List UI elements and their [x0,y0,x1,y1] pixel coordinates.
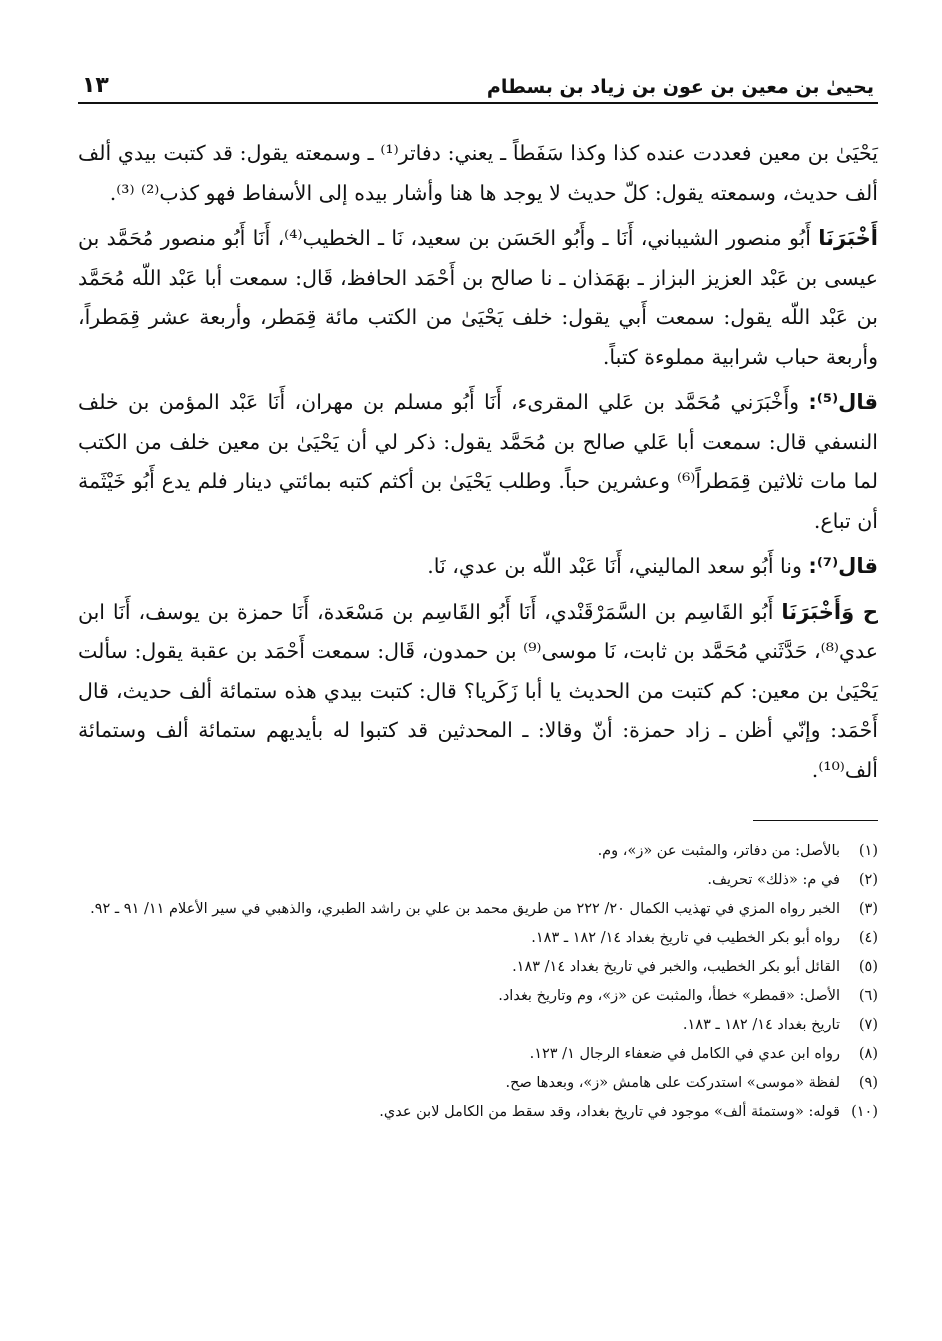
footnote-number: (٥) [858,959,878,975]
footnote-number: (٧) [858,1017,878,1033]
footnote [78,837,878,866]
footnote-text: الأصل: «قمطر» خطأ، والمثبت عن «ز»، وم وتاريخ بغداد. [498,988,840,1004]
footnote [78,1069,878,1098]
footnote-number: (٨) [858,1046,878,1062]
paragraph-text: أَبُو القَاسِم بن السَّمَرْقَنْدي، أَنَا أَبُو القَاسِم بن مَسْعَدة، أَنَا حمزة بن يوسف، أَنَا ابن عدي⁽⁸⁾، حَدَّثَني مُحَمَّد بن ثابت، نَا موسى⁽⁹⁾ بن حمدون، قَال: سمعت أَحْمَد بن عقبة يقول: سألت يَحْيَىٰ بن معين: كم كتبت من الحديث يا أبا زَكَريا؟ قال: كتبت بيدي هذه ستمائة ألف حديث، قال أَحْمَد: وإنّي أظن ـ زاد حمزة: أنّ وقالا: ـ المحدثين قد كتبوا له بأيديهم ستمائة ألف وستمائة ألف⁽¹⁰⁾. [78,599,878,782]
book-page [78,70,878,1320]
footnote [78,895,878,924]
running-header [78,70,878,104]
paragraph-lead: أَخْبَرَنَا [818,226,878,250]
footnote [78,866,878,895]
paragraph-lead: قال⁽⁷⁾: [808,554,878,578]
footnote-number: (٤) [858,930,878,946]
footnote [78,1098,878,1127]
paragraph-text: ونا أَبُو سعد الماليني، أَنَا عَبْد اللّه بن عدي، نَا. [427,554,802,578]
footnote-text: بالأصل: من دفاتر، والمثبت عن «ز»، وم. [597,843,840,859]
footnote-text: رواه أبو بكر الخطيب في تاريخ بغداد ١٤/ ١٨٢ ـ ١٨٣. [531,930,840,946]
footnote-number: (١) [858,843,878,859]
footnote-text: رواه ابن عدي في الكامل في ضعفاء الرجال ١/ ١٢٣. [529,1046,840,1062]
paragraph-4 [78,547,878,587]
paragraph-lead: ح وَأَخْبَرَنَا [781,599,878,624]
paragraph-3 [78,383,878,541]
paragraph-text: أَبُو منصور الشيباني، أَنَا ـ وأَبُو الحَسَن بن سعيد، نَا ـ الخطيب⁽⁴⁾، أَنَا أَبُو منصور مُحَمَّد بن عيسى بن عَبْد العزيز البزاز ـ بهَمَذان ـ نا صالح بن أَحْمَد الحافظ، قَال: سمعت أبا عَبْد اللّه مُحَمَّد بن عَبْد اللّه يقول: سمعت أَبي يقول: خلف يَحْيَىٰ من الكتب مائة قِمَطر، وأربعة عشر قِمَطراً، وأربعة حباب شرابية مملوءة كتباً. [78,226,878,369]
paragraph-text: وأَخْبَرَني مُحَمَّد بن عَلي المقرىء، أَنَا أَبُو مسلم بن مهران، أَنَا عَبْد المؤمن بن خلف النسفي قال: سمعت أبا عَلي صالح بن مُحَمَّد يقول: ذكر لي أن يَحْيَىٰ بن معين خلف من الكتب لما مات ثلاثين قِمَطراً⁽⁶⁾ وعشرين حباً. وطلب يَحْيَىٰ بن أكثم كتبه بمائتي دينار فلم يدع أَبُو خَيْثَمة أن تباع. [78,390,878,533]
header-title: يحيىٰ بن معين بن عون بن زياد بن بسطام [486,76,874,98]
page-number: ١٣ [82,73,109,98]
paragraph-lead: قال⁽⁵⁾: [808,390,878,414]
footnote-text: الخبر رواه المزي في تهذيب الكمال ٢٠/ ٢٢٢ من طريق محمد بن علي بن راشد الطبري، والذهبي في سير الأعلام ١١/ ٩١ ـ ٩٢. [90,901,840,917]
footnote-text: تاريخ بغداد ١٤/ ١٨٢ ـ ١٨٣. [682,1017,840,1033]
footnote-text: قوله: «وستمئة ألف» موجود في تاريخ بغداد، وقد سقط من الكامل لابن عدي. [379,1104,840,1120]
footnote-number: (٢) [858,872,878,888]
footnote [78,1040,878,1069]
footnote-number: (٣) [858,901,878,917]
footnote [78,953,878,982]
paragraph-text: يَحْيَىٰ بن معين فعددت عنده كذا وكذا سَفَطاً ـ يعني: دفاتر⁽¹⁾ ـ وسمعته يقول: قد كتبت بيدي ألف ألف حديث، وسمعته يقول: كلّ حديث لا يوجد ها هنا وأشار بيده إلى الأسفاط فهو كذب⁽²⁾ ⁽³⁾. [78,141,878,205]
paragraph-2 [78,219,878,377]
footnote [78,924,878,953]
paragraph-5 [78,593,878,791]
footnote [78,982,878,1011]
footnote-divider [753,820,878,821]
footnote [78,1011,878,1040]
paragraph-1 [78,134,878,213]
footnotes [78,837,878,1127]
footnote-text: لفظة «موسى» استدركت على هامش «ز»، وبعدها صح. [505,1075,840,1091]
footnote-number: (٦) [858,988,878,1004]
footnote-number: (٩) [858,1075,878,1091]
main-text [78,134,878,790]
footnote-number: (١٠) [851,1104,878,1120]
footnote-text: القائل أبو بكر الخطيب، والخبر في تاريخ بغداد ١٤/ ١٨٣. [512,959,840,975]
footnote-text: في م: «ذلك» تحريف. [707,872,840,888]
